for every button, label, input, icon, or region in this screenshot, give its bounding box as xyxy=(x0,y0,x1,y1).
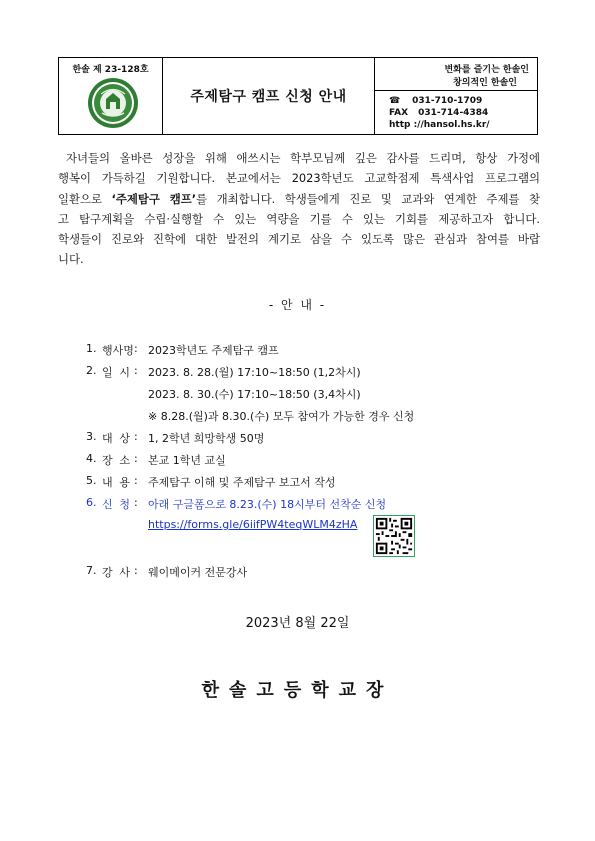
qr-code-icon[interactable] xyxy=(373,515,415,557)
contact-divider xyxy=(375,90,537,91)
telephone-line xyxy=(389,96,482,106)
item-note: ※ 8.28.(월)과 8.30.(수) 모두 참여가 가능한 경우 신청 xyxy=(148,410,415,423)
item-number: 6. xyxy=(86,496,97,509)
item-key: 강 사 xyxy=(102,566,130,579)
website-line xyxy=(389,120,490,130)
item-number: 5. xyxy=(86,474,97,487)
letterhead-left xyxy=(59,58,163,134)
item-value: 2023. 8. 30.(수) 17:10~18:50 (3,4차시) xyxy=(148,388,361,401)
website-url[interactable]: http ://hansol.hs.kr/ xyxy=(389,120,490,130)
issue-date: 2023년 8월 22일 xyxy=(245,616,350,631)
slogan-line-2: 창의적인 한솔인 xyxy=(453,78,517,88)
slogan-line-1: 변화를 즐기는 한솔인 xyxy=(444,65,529,75)
item-key: 대 상 xyxy=(102,432,130,445)
item-colon: : xyxy=(134,342,138,355)
camp-name-emphasis: ‘주제탐구 캠프’ xyxy=(111,191,197,206)
intro-text: 일환으로 xyxy=(58,191,112,206)
item-number: 3. xyxy=(86,430,97,443)
item-number: 7. xyxy=(86,564,97,577)
fax-line xyxy=(389,108,488,118)
letterhead-contact xyxy=(375,58,537,134)
item-value: 2023. 8. 28.(월) 17:10~18:50 (1,2차시) xyxy=(148,366,361,379)
item-value: 아래 구글폼으로 8.23.(수) 18시부터 선착순 신청 xyxy=(148,498,387,511)
principal-signature-line: 한솔고등학교장 xyxy=(201,680,394,701)
letterhead xyxy=(58,57,538,135)
intro-line: 니다. xyxy=(58,252,84,267)
item-number: 4. xyxy=(86,452,97,465)
telephone-number: 031-710-1709 xyxy=(412,96,483,106)
intro-line: 자녀들의 올바른 성장을 위해 애쓰시는 학부모님께 깊은 감사를 드리며, 항상 가정에 xyxy=(66,151,540,165)
letterhead-title-cell xyxy=(163,58,375,134)
intro-paragraph xyxy=(58,148,540,270)
item-value: 1, 2학년 희망학생 50명 xyxy=(148,432,265,445)
intro-line: 고 탐구계획을 수립·실행할 수 있는 역량을 기를 수 있는 기회를 제공하고자 합니다. xyxy=(58,211,540,226)
qr-code-pattern xyxy=(374,516,414,556)
intro-text: 를 개최합니다. 학생들에게 진로 및 교과와 연계한 주제를 찾 xyxy=(196,191,540,206)
document-number: 한솔 제 23-128호 xyxy=(72,65,149,75)
item-value: 웨이메이커 전문강사 xyxy=(148,566,248,579)
item-key: 내 용 xyxy=(102,476,130,489)
fax-number: 031-714-4384 xyxy=(418,108,489,118)
fax-label: FAX xyxy=(389,108,409,118)
item-key: 장 소 xyxy=(102,454,130,467)
item-colon: : xyxy=(134,496,138,509)
item-colon: : xyxy=(134,474,138,487)
intro-line xyxy=(58,189,540,209)
item-value: 주제탐구 이해 및 주제탐구 보고서 작성 xyxy=(148,476,336,489)
intro-line: 행복이 가득하길 기원합니다. 본교에서는 2023학년도 고교학점제 특색사업 프로그램의 xyxy=(58,171,540,186)
item-value: 2023학년도 주제탐구 캠프 xyxy=(148,344,279,357)
document-title: 주제탐구 캠프 신청 안내 xyxy=(190,89,347,105)
item-value: 본교 1학년 교실 xyxy=(148,454,226,467)
item-colon: : xyxy=(134,452,138,465)
item-number: 1. xyxy=(86,342,97,355)
item-key: 행사명 xyxy=(102,344,134,357)
google-form-link[interactable]: https://forms.gle/6iifPW4teqWLM4zHA xyxy=(148,518,358,531)
notice-heading: - 안 내 - xyxy=(268,298,327,312)
intro-line: 학생들이 진로와 진학에 대한 발전의 계기로 삼을 수 있도록 많은 관심과 참여를 바랍 xyxy=(58,232,540,247)
telephone-icon: ☎ xyxy=(389,96,401,106)
item-colon: : xyxy=(134,430,138,443)
item-number: 2. xyxy=(86,364,97,377)
item-key: 일 시 xyxy=(102,366,130,379)
item-colon: : xyxy=(134,364,138,377)
school-seal-logo xyxy=(87,77,139,129)
item-colon: : xyxy=(134,564,138,577)
item-key: 신 청 xyxy=(102,498,130,511)
